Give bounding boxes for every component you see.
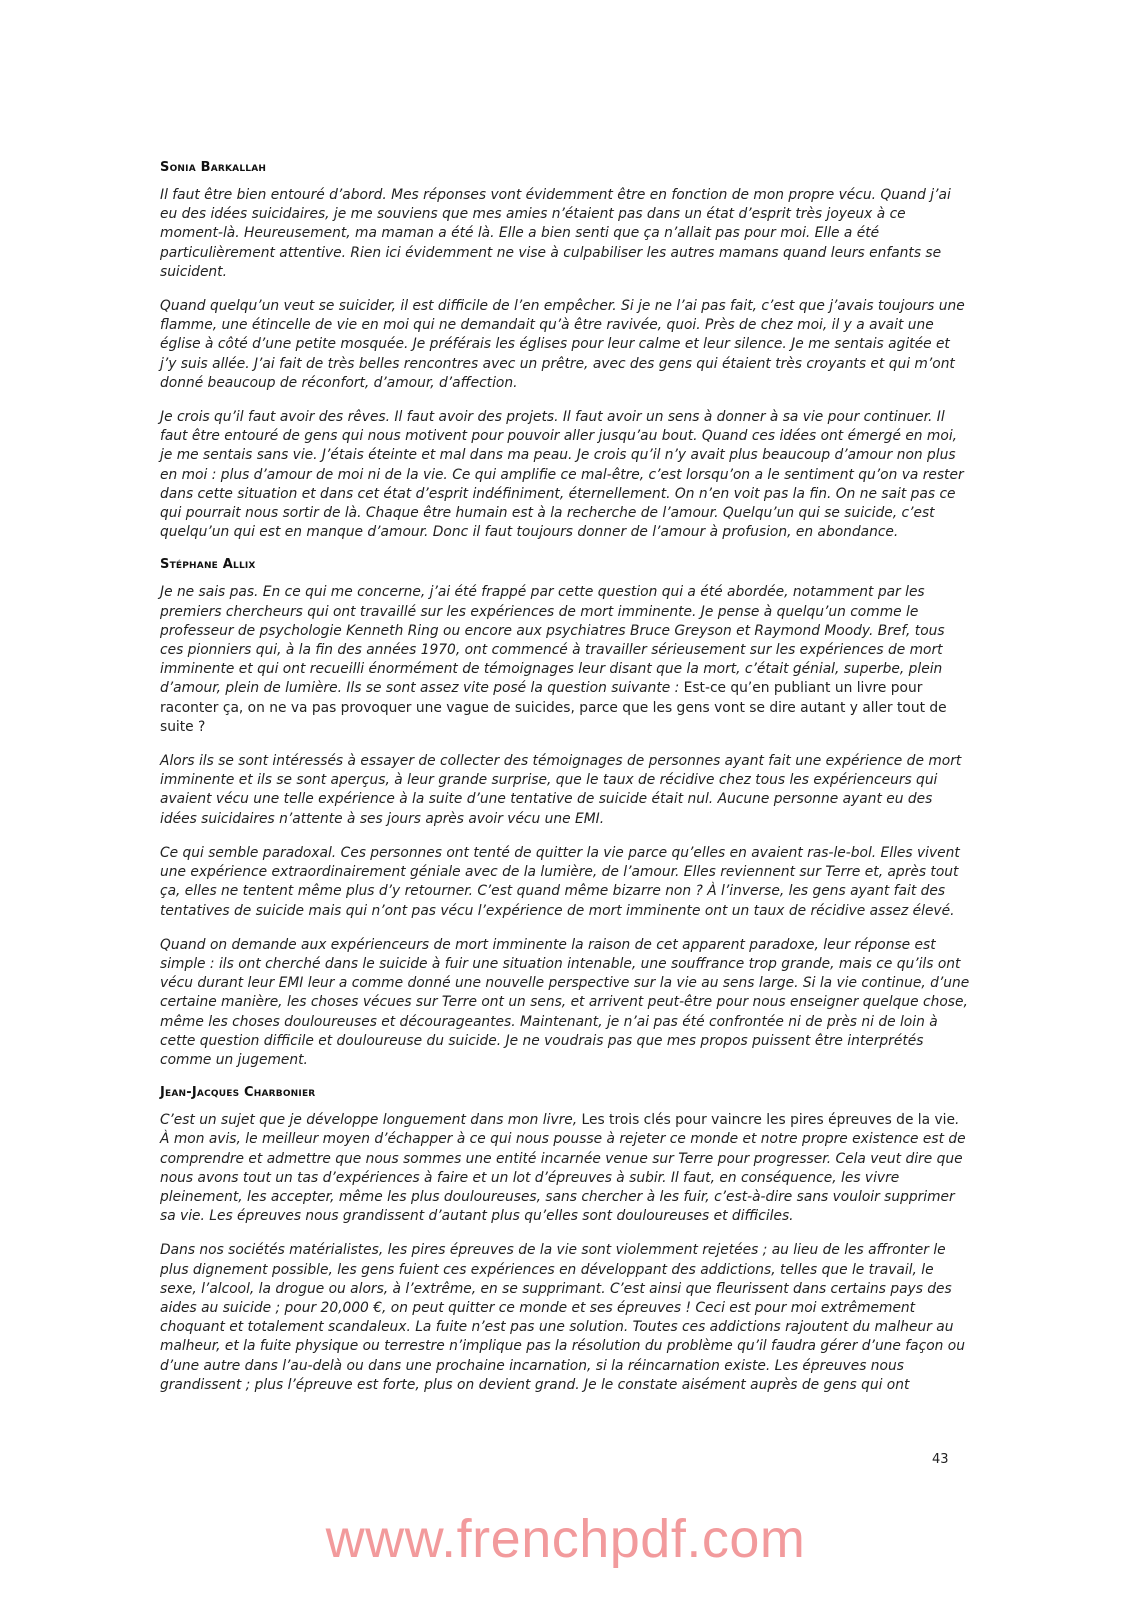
section	[160, 160, 970, 542]
paragraph-text: Quand on demande aux expérienceurs de mort imminente la raison de cet apparent paradoxe, leur réponse est simple : ils ont cherché dans le suicide à fuir une situation intenable, une souffrance trop grande, mais ce qu’ils ont vécu durant leur EMI leur a comme donné une nouvelle perspective sur la vie au sens large. Si la vie continue, d’une certaine manière, les choses vécues sur Terre ont un sens, et arrivent peut-être pour nous enseigner quelque chose, même les choses douloureuses et décourageantes. Maintenant, je n’ai pas été confrontée ni de près ni de loin à cette question difficile et douloureuse du suicide. Je ne voudrais pas que mes propos puissent être interprétés comme un jugement.	[160, 936, 970, 1068]
page-number: 43	[932, 1452, 949, 1467]
paragraph	[160, 752, 970, 829]
paragraph-text: Je ne sais pas. En ce qui me concerne, j’ai été frappé par cette question qui a été abordée, notamment par les premiers chercheurs qui ont travaillé sur les expériences de mort imminente. Je pense à quelqu’un comme le professeur de psychologie Kenneth Ring ou encore aux psychiatres Bruce Greyson et Raymond Moody. Bref, tous ces pionniers qui, à la fin des années 1970, ont commencé à travailler sérieusement sur les expériences de mort imminente et qui ont recueilli énormément de témoignages leur disant que la mort, c’était génial, superbe, plein d’amour, plein de lumière. Ils se sont assez vite posé la question suivante :	[160, 584, 945, 697]
section	[160, 557, 970, 1070]
watermark: www.frenchpdf.com	[325, 1509, 806, 1569]
paragraph-text: C’est un sujet que je développe longuement dans mon livre,	[160, 1112, 582, 1129]
paragraph	[160, 936, 970, 1070]
paragraph	[160, 1241, 970, 1395]
paragraph	[160, 186, 970, 282]
paragraph	[160, 1111, 970, 1226]
paragraph-text: Dans nos sociétés matérialistes, les pires épreuves de la vie sont violemment rejetées ; au lieu de les affronter le plus dignement possible, les gens fuient ces expériences en développant des addictions, telles que le travail, le sexe, l’alcool, la drogue ou alors, à l’extrême, en se supprimant. C’est ainsi que fleurissent dans certains pays des aides au suicide ; pour 20,000 €, on peut quitter ce monde et ses épreuves ! Ceci est pour moi extrêmement choquant et totalement scandaleux. La fuite n’est pas une solution. Toutes ces addictions rajoutent du malheur au malheur, et la fuite physique ou terrestre n’implique pas la résolution du problème qu’il faudra gérer d’une façon ou d’une autre dans l’au-delà ou dans une prochaine incarnation, si la réincarnation existe. Les épreuves nous grandissent ; plus l’épreuve est forte, plus on devient grand. Je le constate aisément auprès de gens qui ont	[160, 1242, 965, 1393]
section	[160, 1085, 970, 1395]
paragraph-text: Il faut être bien entouré d’abord. Mes réponses vont évidemment être en fonction de mon propre vécu. Quand j’ai eu des idées suicidaires, je me souviens que mes amies n’étaient pas dans un état d’esprit très joyeux à ce moment-là. Heureusement, ma maman a été là. Elle a bien senti que ça n’allait pas pour moi. Elle a été particulièrement attentive. Rien ici évidemment ne vise à culpabiliser les autres mamans quand leurs enfants se suicident.	[160, 187, 951, 280]
paragraph-text: Est-ce qu’en publiant un livre pour raconter ça, on ne va pas provoquer une vague de suicides, parce que les gens vont se dire autant y aller tout de suite ?	[160, 680, 947, 735]
paragraph-text: Alors ils se sont intéressés à essayer de collecter des témoignages de personnes ayant fait une expérience de mort imminente et ils se sont aperçus, à leur grande surprise, que le taux de récidive chez tous les expérienceurs qui avaient vécu une telle expérience à la suite d’une tentative de suicide était nul. Aucune personne ayant eu des idées suicidaires n’attente à ses jours après avoir vécu une EMI.	[160, 753, 962, 827]
paragraph	[160, 844, 970, 921]
page-body	[160, 160, 970, 1410]
paragraph-text: Je crois qu’il faut avoir des rêves. Il faut avoir des projets. Il faut avoir un sens à donner à sa vie pour continuer. Il faut être entouré de gens qui nous motivent pour pouvoir aller jusqu’au bout. Quand ces idées ont émergé en moi, je me sentais sans vie. J’étais éteinte et mal dans ma peau. Je crois qu’il n’y avait plus beaucoup d’amour non plus en moi : plus d’amour de moi ni de la vie. Ce qui amplifie ce mal-être, c’est lorsqu’on a le sentiment qu’on va rester dans cette situation et dans cet état d’esprit indéfiniment, éternellement. On n’en voit pas la fin. On ne sait pas ce qui pourrait nous sortir de là. Chaque être humain est à la recherche de l’amour. Quelqu’un qui se suicide, c’est quelqu’un qui est en manque d’amour. Donc il faut toujours donner de l’amour à profusion, en abondance.	[160, 409, 964, 541]
paragraph	[160, 297, 970, 393]
paragraph	[160, 583, 970, 737]
paragraph-text: . À mon avis, le meilleur moyen d’échapper à ce qui nous pousse à rejeter ce monde et notre propre existence est de comprendre et admettre que nous sommes une entité incarnée venue sur Terre pour progresser. Cela veut dire que nous avons tout un tas d’expériences à faire et un lot d’épreuves à subir. Il faut, en conséquence, les vivre pleinement, les accepter, même les plus douloureuses, sans chercher à les fuir, c’est-à-dire sans vouloir supprimer sa vie. Les épreuves nous grandissent d’autant plus qu’elles sont douloureuses et difficiles.	[160, 1112, 966, 1225]
paragraph-text: Ce qui semble paradoxal. Ces personnes ont tenté de quitter la vie parce qu’elles en avaient ras-le-bol. Elles vivent une expérience extraordinairement géniale avec de la lumière, de l’amour. Elles reviennent sur Terre et, après tout ça, elles ne tentent même plus d’y retourner. C’est quand même bizarre non ? À l’inverse, les gens ayant fait des tentatives de suicide mais qui n’ont pas vécu l’expérience de mort imminente ont un taux de récidive assez élevé.	[160, 844, 960, 919]
paragraph-text: Les trois clés pour vaincre les pires épreuves de la vie	[581, 1112, 955, 1129]
section-heading: Jean-Jacques Charbonier	[160, 1085, 316, 1101]
section-heading: Stéphane Allix	[160, 557, 256, 573]
paragraph	[160, 408, 970, 542]
paragraph-text: Quand quelqu’un veut se suicider, il est difficile de l’en empêcher. Si je ne l’ai pas fait, c’est que j’avais toujours une flamme, une étincelle de vie en moi qui ne demandait qu’à être ravivée, quoi. Près de chez moi, il y a avait une église à côté d’une petite mosquée. Je préférais les églises pour leur calme et leur silence. Je me sentais agitée et j’y suis allée. J’ai fait de très belles rencontres avec un prêtre, avec des gens qui étaient très croyants et qui m’ont donné beaucoup de réconfort, d’amour, d’affection.	[160, 298, 965, 391]
section-heading: Sonia Barkallah	[160, 160, 267, 175]
